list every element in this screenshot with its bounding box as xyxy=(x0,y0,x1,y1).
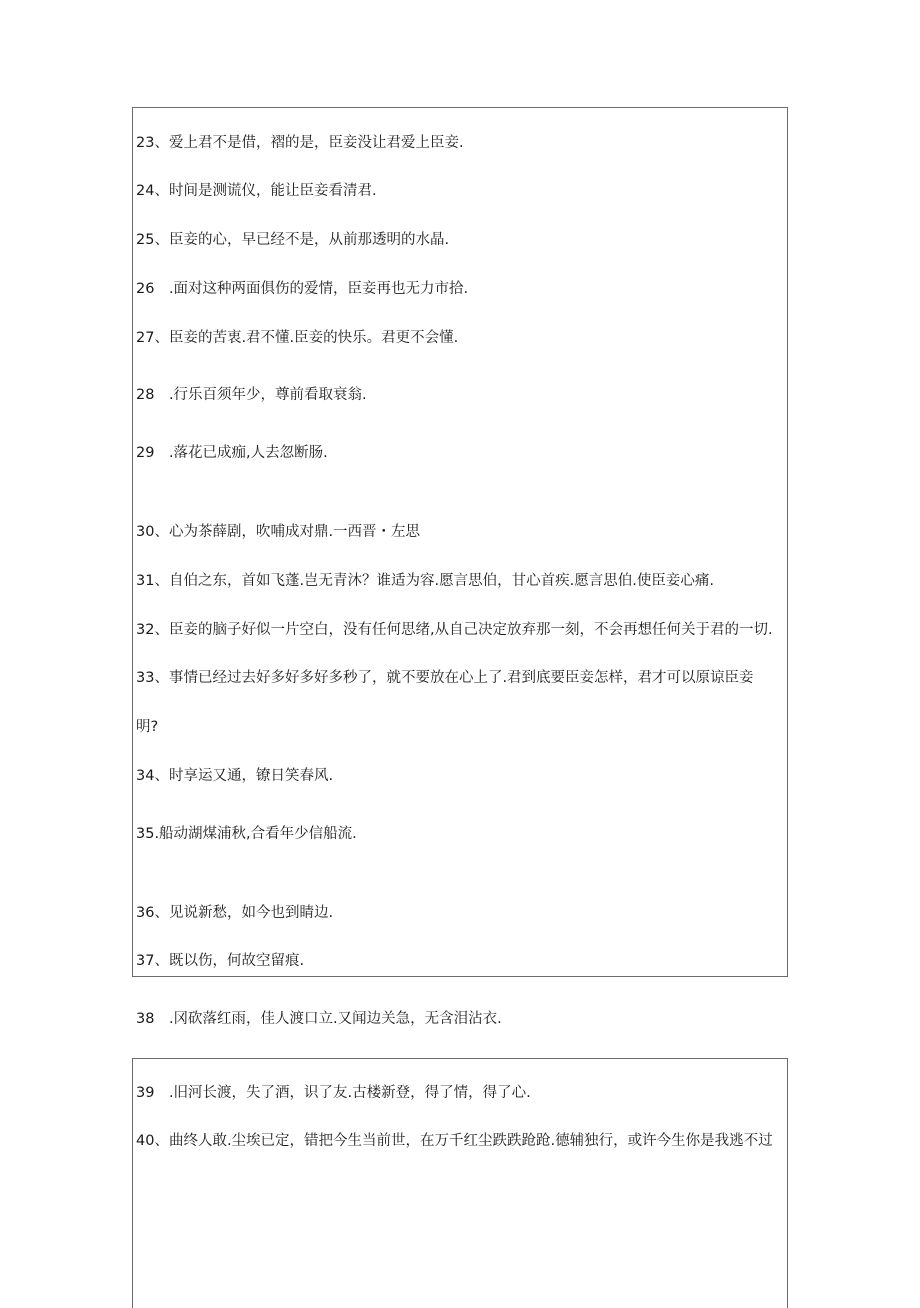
text-line: 23、爱上君不是借，褶的是，臣妾没让君爱上臣妾. xyxy=(136,135,464,151)
text-line: 33、事情已经过去好多好多好多秒了，就不要放在心上了.君到底要臣妾怎样，君才可以原谅臣妾 xyxy=(136,670,754,686)
text-line: 37、既以伤，何故空留痕. xyxy=(136,953,305,969)
text-line: 32、臣妾的脑子好似一片空白，没有任何思绪,从自己决定放弃那一刻，不会再想任何关于君的一切. xyxy=(136,622,773,638)
text-line: 38 .冈砍落红雨，佳人渡口立.又闻边关急，无含泪沾衣. xyxy=(136,1011,502,1027)
text-line: 24、时间是测谎仪，能让臣妾看清君. xyxy=(136,183,377,199)
text-line: 34、时享运又通，镣日笑春风. xyxy=(136,768,334,784)
text-line: 30、心为茶薛剧，吹哺成对鼎.一西晋・左思 xyxy=(136,524,421,540)
text-line: 40、曲终人敢.尘埃已定，错把今生当前世，在万千红尘跌跌跄跄.德辅独行，或许今生你是我逃不过 xyxy=(136,1133,773,1149)
text-line: 28 .行乐百须年少，尊前看取衰翁. xyxy=(136,387,367,403)
text-line: 27、臣妾的苦衷.君不懂.臣妾的快乐。君更不会懂. xyxy=(136,330,459,346)
text-line: 35.船动湖煤浦秋,合看年少信船流. xyxy=(136,826,357,842)
text-line: 36、见说新愁，如今也到睛边. xyxy=(136,905,334,921)
text-line: 26 .面对这种两面俱伤的爱情，臣妾再也无力市拾. xyxy=(136,281,469,297)
text-line: 明? xyxy=(136,719,159,735)
text-line: 29 .落花已成痂,人去忽断肠. xyxy=(136,445,328,461)
text-line: 39 .旧河长渡，失了酒，识了友.古楼新登，得了情，得了心. xyxy=(136,1085,531,1101)
text-line: 31、自伯之东，首如飞蓬.岂无青沐？谁适为容.愿言思伯，甘心首疾.愿言思伯.使臣妾心痛. xyxy=(136,573,714,589)
text-line: 25、臣妾的心，早已经不是，从前那透明的水晶. xyxy=(136,232,450,248)
